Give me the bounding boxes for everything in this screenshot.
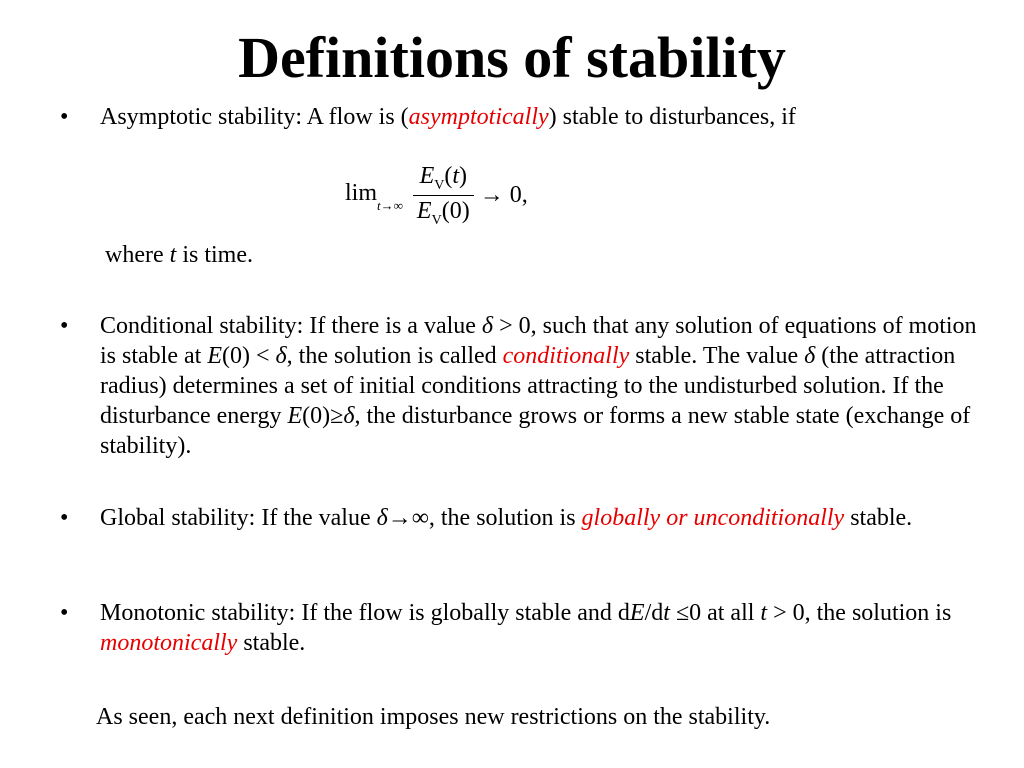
energy-symbol: E — [287, 403, 303, 429]
text-run: where — [105, 242, 170, 268]
text-run: is time. — [176, 242, 253, 268]
text-run: stable. The value — [629, 343, 805, 369]
text-run: Monotonic stability: If the flow is globally stable and d — [100, 600, 630, 626]
bullet-text — [100, 311, 990, 461]
lim-text: lim — [345, 180, 378, 207]
delta-symbol: δ — [481, 313, 494, 339]
bullet-text — [100, 598, 990, 658]
delta-symbol: δ — [804, 343, 816, 369]
lim-subscript: t→∞ — [377, 197, 403, 213]
closing-note: As seen, each next definition imposes new restrictions on the stability. — [96, 704, 771, 730]
bullet-text — [100, 102, 990, 132]
bullet-marker: • — [60, 505, 69, 531]
energy-symbol: E — [207, 343, 222, 369]
text-run: > 0, such that any solution of equations of motion is stable at — [100, 313, 977, 369]
text-run: (0)≥ — [302, 403, 344, 429]
bullet-asymptotic — [60, 102, 990, 132]
slide-title: Definitions of stability — [238, 25, 786, 90]
energy-symbol: E — [419, 162, 435, 189]
time-var: t — [452, 162, 460, 189]
delta-symbol: δ — [343, 403, 355, 429]
formula-tail: → 0, — [479, 181, 528, 208]
bullet-global — [60, 503, 990, 533]
text-run: stable. — [237, 630, 306, 656]
text-run: > 0, the solution is — [767, 600, 952, 626]
text-run: ) stable to disturbances, if — [548, 104, 796, 130]
bullet-conditional — [60, 311, 990, 461]
text-run: Asymptotic stability: A flow is ( — [100, 104, 409, 130]
denominator — [413, 196, 474, 230]
text-run: (the attraction radius) determines a set of initial conditions attracting to the undisturbed solution. If the disturbance energy — [100, 343, 956, 429]
emphasis-term: conditionally — [502, 343, 630, 369]
where-note — [105, 240, 253, 270]
text-run: Conditional stability: If there is a value — [100, 313, 482, 339]
emphasis-term: globally or unconditionally — [581, 505, 845, 531]
bullet-marker: • — [60, 313, 69, 339]
energy-ratio — [413, 161, 474, 230]
numerator — [413, 161, 474, 196]
time-var: t — [760, 600, 768, 626]
text-run: stable. — [844, 505, 913, 531]
delta-symbol: δ — [275, 343, 287, 369]
emphasis-term: monotonically — [100, 630, 238, 656]
bullet-marker: • — [60, 600, 69, 626]
emphasis-term: asymptotically — [408, 104, 549, 130]
subscript: V — [434, 177, 445, 193]
delta-symbol: δ — [376, 505, 388, 531]
text-run: (0) < — [221, 343, 276, 369]
limit-formula — [345, 158, 528, 232]
time-var: t — [663, 600, 670, 626]
text-run: , the solution is called — [286, 343, 503, 369]
subscript: V — [431, 212, 442, 228]
paren: ) — [459, 162, 468, 189]
text-run: ≤0 at all — [669, 600, 761, 626]
bullet-marker: • — [60, 104, 69, 130]
text-run: , the disturbance grows or forms a new stable state (exchange of stability). — [100, 403, 971, 459]
text-run: /d — [644, 600, 664, 626]
time-var: t — [169, 242, 177, 268]
paren: ( — [444, 162, 453, 189]
text-run: →∞, the solution is — [387, 505, 582, 531]
bullet-text — [100, 503, 990, 533]
bullet-monotonic — [60, 598, 990, 658]
text-run: Global stability: If the value — [100, 505, 377, 531]
argument: (0) — [441, 197, 470, 224]
energy-symbol: E — [629, 600, 645, 626]
lim-operator — [345, 180, 403, 213]
energy-symbol: E — [416, 197, 432, 224]
